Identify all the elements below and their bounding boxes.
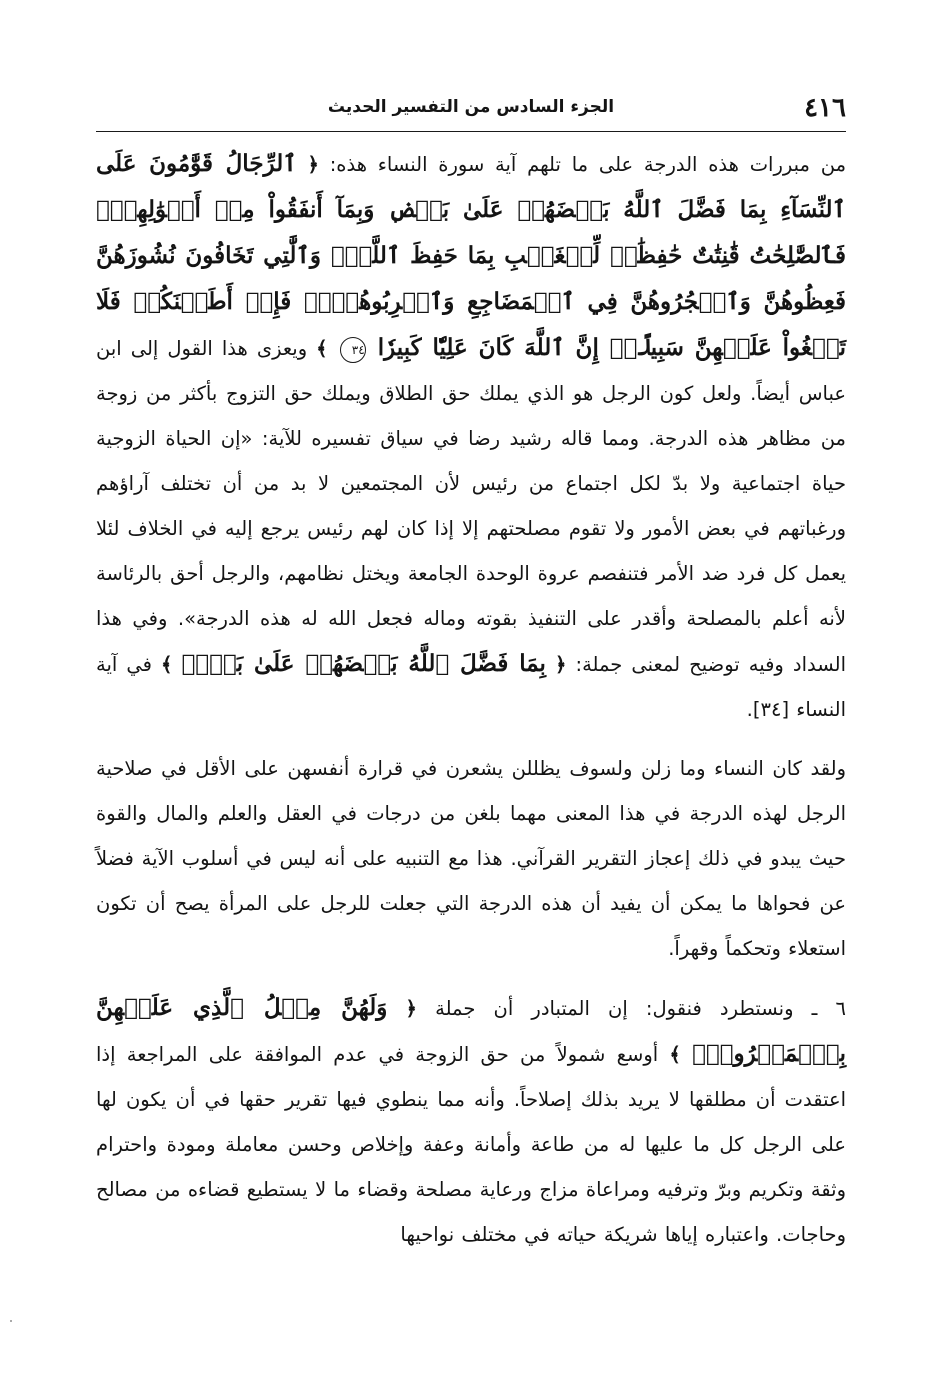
page-header xyxy=(96,88,846,128)
quran-open-bracket: ﴿ xyxy=(405,997,417,1020)
ayah-number-marker: ٣٤ xyxy=(340,337,366,363)
quran-verse-nisa-34: ٱلرِّجَالُ قَوَّٰمُونَ عَلَى ٱلنِّسَآءِ بِمَا فَضَّلَ ٱللَّهُ بَعۡضَهُمۡ عَلَىٰ بَعۡضٖ وَبِمَآ أَنفَقُواْ مِنۡ أَمۡوَٰلِهِمۡۚ فَٱلصَّٰلِحَٰتُ قَٰنِتَٰتٌ حَٰفِظَٰتٞ لِّلۡغَيۡبِ بِمَا حَفِظَ ٱللَّهُۚ وَٱلَّٰتِي تَخَافُونَ نُشُوزَهُنَّ فَعِظُوهُنَّ وَٱهۡجُرُوهُنَّ فِي ٱلۡمَضَاجِعِ وَٱضۡرِبُوهُنَّۖ فَإِنۡ أَطَعۡنَكُمۡ فَلَا تَبۡغُواْ عَلَيۡهِنَّ سَبِيلًاۗ إِنَّ ٱللَّهَ كَانَ عَلِيّٗا كَبِيرٗا xyxy=(96,150,847,361)
paragraph-3-intro: ٦ ـ ونستطرد فنقول: إن المتبادر أن جملة xyxy=(435,997,846,1020)
quran-close-bracket: ﴾ xyxy=(669,1043,681,1066)
quran-open-bracket: ﴿ xyxy=(555,653,567,676)
paragraph-1 xyxy=(96,141,846,732)
scan-speck xyxy=(10,1320,12,1322)
paragraph-3-text: أوسع شمولاً من حق الزوجة في عدم الموافقة على المراجعة إذا اعتقدت أن مطلقها لا يريد بذلك إصلاحاً. وأنه مما ينطوي فيها تقرير حقها في أن يكون لها على الرجل كل ما عليها له من طاعة وأمانة وعفة وإخلاص وحسن معاملة ومودة واحترام وثقة وتكريم وبرّ وترفيه ومراعاة مزاج ورعاية مصلحة وقضاء ما لا يستطيع قضاءه من مصالح وحاجات. واعتباره إياها شريكة حياته في مختلف نواحيها xyxy=(96,1043,846,1246)
body-text xyxy=(96,141,846,1257)
paragraph-1-tail: في آية النساء [٣٤]. xyxy=(96,653,846,721)
quran-verse-baqara-228: وَلَهُنَّ مِثۡلُ ٱلَّذِي عَلَيۡهِنَّ بِٱلۡمَعۡرُوفِۚ xyxy=(96,994,846,1067)
paragraph-2-text: ولقد كان النساء وما زلن ولسوف يظللن يشعرن في قرارة أنفسهن على الأقل في صلاحية الرجل لهذه الدرجة في هذا المعنى مهما بلغن من درجات في العقل والعلم والمال والقوة حيث يبدو في ذلك إعجاز التقرير القرآني. هذا مع التنبيه على أنه ليس في أسلوب الآية فضلاً عن فحواها ما يمكن أن يفيد أن هذه الدرجة التي جعلت للرجل على المرأة يصح أن تكون استعلاء وتحكماً وقهراً. xyxy=(96,757,846,960)
quran-open-bracket: ﴿ xyxy=(307,153,319,176)
paragraph-1-intro: من مبررات هذه الدرجة على ما تلهم آية سورة النساء هذه: xyxy=(329,153,847,176)
running-title: الجزء السادس من التفسير الحديث xyxy=(327,97,615,117)
quran-close-bracket: ﴾ xyxy=(316,337,328,360)
paragraph-1-body: ويعزى هذا القول إلى ابن عباس أيضاً. ولعل كون الرجل هو الذي يملك حق الطلاق ويملك حق التزوج بأكثر من زوجة من مظاهر هذه الدرجة. ومما قاله رشيد رضا في سياق تفسيره للآية: «إن الحياة الزوجية حياة اجتماعية ولا بدّ لكل اجتماع من رئيس لأن المجتمعين لا بد من أن تختلف آراؤهم ورغباتهم في بعض الأمور ولا تقوم مصلحتهم إلا إذا كان لهم رئيس يرجع إليه في الخلاف لئلا يعمل كل فرد ضد الأمر فتنفصم عروة الوحدة الجامعة ويختل نظامهم، والرجل أحق بالرئاسة لأنه أعلم بالمصلحة وأقدر على التنفيذ بقوته وماله فجعل الله له هذه الدرجة». وفي هذا السداد وفيه توضيح لمعنى جملة: xyxy=(96,337,846,676)
quran-close-bracket: ﴾ xyxy=(161,653,173,676)
quran-verse-excerpt: بِمَا فَضَّلَ ٱللَّهُ بَعۡضَهُمۡ عَلَىٰ بَعۡضٖ xyxy=(181,650,546,677)
paragraph-3 xyxy=(96,985,846,1257)
header-rule xyxy=(96,131,846,132)
page-number: ٤١٦ xyxy=(804,93,846,123)
paragraph-2 xyxy=(96,746,846,971)
